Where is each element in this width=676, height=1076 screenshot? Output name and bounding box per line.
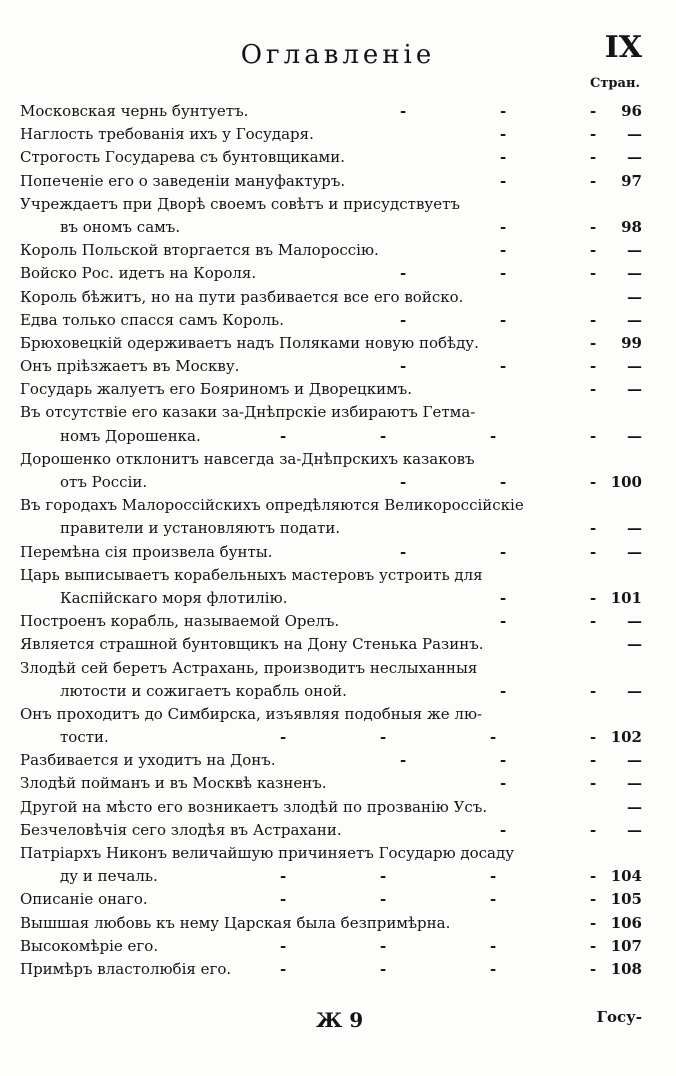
toc-entry-text: Злодѣй сей беретъ Астрахань, производитъ неслыханныя bbox=[20, 658, 478, 677]
toc-entry-page: — bbox=[627, 612, 642, 631]
leader-dash: - bbox=[590, 913, 597, 932]
leader-dash: - bbox=[500, 473, 507, 491]
toc-entry bbox=[20, 170, 642, 193]
leader-dash: - bbox=[500, 217, 507, 236]
toc-entry bbox=[20, 842, 642, 865]
toc-entry bbox=[20, 262, 642, 285]
toc-entry-page: — bbox=[627, 310, 642, 329]
leader-dash: - bbox=[590, 867, 597, 886]
toc-entry bbox=[20, 425, 642, 448]
toc-entry bbox=[20, 912, 642, 935]
leader-dash: - bbox=[280, 959, 287, 978]
toc-entry bbox=[20, 564, 642, 587]
toc-entry-text: Высокомѣріе его. bbox=[20, 936, 159, 955]
toc-entry-text: Злодѣй пойманъ и въ Москвѣ казненъ. bbox=[20, 774, 327, 793]
leader-dash: - bbox=[400, 751, 407, 770]
toc-entry-text: номъ Дорошенка. bbox=[60, 426, 201, 445]
toc-entry bbox=[20, 216, 642, 239]
toc-entry-page: — bbox=[627, 751, 642, 770]
leader-dash: - bbox=[590, 217, 597, 236]
toc-entry-text: Другой на мѣсто его возникаетъ злодѣй по прозванію Усъ. bbox=[20, 797, 488, 816]
toc-entry bbox=[20, 100, 642, 123]
leader-dash: - bbox=[590, 588, 597, 607]
leader-dash: - bbox=[590, 473, 597, 491]
leader-dash: - bbox=[500, 310, 507, 329]
leader-dash: - bbox=[400, 310, 407, 329]
toc-entry-text: Государь жалуетъ его Бояриномъ и Дворецкимъ. bbox=[20, 380, 413, 399]
leader-dash: - bbox=[380, 728, 387, 747]
leader-dash: - bbox=[590, 612, 597, 631]
toc-entry-page: 104 bbox=[610, 867, 642, 886]
toc-entry-text: Онъ пріѣзжаетъ въ Москву. bbox=[20, 357, 240, 376]
toc-entry-text: Перемѣна сія произвела бунты. bbox=[20, 542, 273, 561]
toc-entry bbox=[20, 772, 642, 795]
toc-entry bbox=[20, 726, 642, 749]
leader-dash: - bbox=[380, 890, 387, 909]
leader-dash: - bbox=[500, 357, 507, 376]
toc-entry-page: — bbox=[627, 125, 642, 144]
toc-entry-text: Наглость требованія ихъ у Государя. bbox=[20, 125, 314, 144]
toc-entry-text: лютости и сожигаетъ корабль оной. bbox=[60, 681, 347, 700]
leader-dash: - bbox=[490, 867, 497, 886]
leader-dash: - bbox=[500, 542, 507, 561]
leader-dash: - bbox=[500, 148, 507, 167]
toc-entry-text: Царь выписываетъ корабельныхъ мастеровъ устроить для bbox=[20, 565, 483, 584]
leader-dash: - bbox=[590, 125, 597, 144]
toc-entry-text: Попеченіе его о заведеніи мануфактуръ. bbox=[20, 171, 346, 190]
toc-entry-text: тости. bbox=[60, 728, 109, 747]
toc-entry-page: 100 bbox=[610, 473, 642, 491]
toc-entry-text: Разбивается и уходитъ на Донъ. bbox=[20, 751, 276, 770]
toc-entry bbox=[20, 332, 642, 355]
leader-dash: - bbox=[500, 171, 507, 190]
toc-entry bbox=[20, 193, 642, 216]
leader-dash: - bbox=[590, 519, 597, 538]
toc-entry bbox=[20, 749, 642, 772]
toc-entry bbox=[20, 657, 642, 680]
leader-dash: - bbox=[590, 542, 597, 561]
leader-dash: - bbox=[500, 612, 507, 631]
toc-entry bbox=[20, 958, 642, 981]
toc-entry bbox=[20, 448, 642, 471]
toc-entry-page: 96 bbox=[621, 102, 642, 120]
leader-dash: - bbox=[280, 426, 287, 445]
toc-entry-text: Учреждаетъ при Дворѣ своемъ совѣтъ и присудствуетъ bbox=[20, 194, 460, 213]
leader-dash: - bbox=[500, 264, 507, 283]
leader-dash: - bbox=[500, 125, 507, 144]
toc-entry-page: 107 bbox=[610, 936, 642, 955]
toc-entry-text: Брюховецкій одерживаетъ надъ Поляками новую побѣду. bbox=[20, 333, 479, 352]
toc-entry-page: — bbox=[627, 357, 642, 376]
toc-entry-page: 97 bbox=[621, 171, 642, 190]
leader-dash: - bbox=[500, 774, 507, 793]
page-column-label: Стран. bbox=[590, 76, 640, 91]
leader-dash: - bbox=[590, 357, 597, 376]
leader-dash: - bbox=[500, 751, 507, 770]
toc-entry-page: — bbox=[627, 264, 642, 283]
toc-entry-text: Патріархъ Никонъ величайшую причиняетъ Государю досаду bbox=[20, 844, 515, 862]
toc-entry bbox=[20, 286, 642, 309]
toc-entry-text: Войско Рос. идетъ на Короля. bbox=[20, 264, 257, 283]
toc-entry bbox=[20, 146, 642, 169]
leader-dash: - bbox=[400, 542, 407, 561]
toc-entry-page: — bbox=[627, 519, 642, 538]
leader-dash: - bbox=[590, 681, 597, 700]
toc-entry-text: Строгость Государева съ бунтовщиками. bbox=[20, 148, 345, 167]
toc-entry bbox=[20, 703, 642, 726]
toc-entry-page: — bbox=[627, 542, 642, 561]
leader-dash: - bbox=[380, 936, 387, 955]
leader-dash: - bbox=[400, 357, 407, 376]
leader-dash: - bbox=[490, 936, 497, 955]
leader-dash: - bbox=[590, 264, 597, 283]
toc-entry bbox=[20, 796, 642, 819]
leader-dash: - bbox=[590, 148, 597, 167]
leader-dash: - bbox=[400, 102, 407, 120]
leader-dash: - bbox=[490, 959, 497, 978]
leader-dash: - bbox=[380, 867, 387, 886]
leader-dash: - bbox=[590, 820, 597, 839]
leader-dash: - bbox=[590, 959, 597, 978]
toc-entry-page: — bbox=[627, 148, 642, 167]
toc-entry bbox=[20, 494, 642, 517]
leader-dash: - bbox=[590, 774, 597, 793]
toc-entry-page: 108 bbox=[610, 959, 642, 978]
leader-dash: - bbox=[280, 936, 287, 955]
toc-entry bbox=[20, 610, 642, 633]
toc-entry bbox=[20, 680, 642, 703]
toc-entry-page: — bbox=[627, 774, 642, 793]
leader-dash: - bbox=[280, 890, 287, 909]
leader-dash: - bbox=[500, 241, 507, 260]
toc-entry bbox=[20, 865, 642, 888]
toc-entry-page: — bbox=[627, 797, 642, 816]
toc-entry-page: — bbox=[627, 287, 642, 306]
toc-entry bbox=[20, 239, 642, 262]
leader-dash: - bbox=[490, 728, 497, 747]
leader-dash: - bbox=[590, 426, 597, 445]
toc-entry-text: Каспійскаго моря флотилію. bbox=[60, 588, 288, 607]
toc-entry bbox=[20, 541, 642, 564]
toc-entry-text: въ ономъ самъ. bbox=[60, 217, 181, 236]
toc-entry bbox=[20, 587, 642, 610]
toc-entry bbox=[20, 819, 642, 842]
toc-entry-page: — bbox=[627, 820, 642, 839]
toc-entry-text: Въ отсутствіе его казаки за-Днѣпрскіе избираютъ Гетма- bbox=[20, 403, 476, 422]
leader-dash: - bbox=[490, 890, 497, 909]
leader-dash: - bbox=[500, 588, 507, 607]
toc-entry-text: Описаніе онаго. bbox=[20, 890, 148, 909]
toc-entry-text: Примѣръ властолюбія его. bbox=[20, 959, 232, 978]
leader-dash: - bbox=[590, 751, 597, 770]
roman-page-number: IX bbox=[604, 30, 642, 65]
page-footer bbox=[0, 1008, 676, 1038]
toc-entry-text: Безчеловѣчія сего злодѣя въ Астрахани. bbox=[20, 820, 342, 839]
leader-dash: - bbox=[380, 426, 387, 445]
toc-entry-page: — bbox=[627, 635, 642, 654]
leader-dash: - bbox=[500, 820, 507, 839]
leader-dash: - bbox=[280, 728, 287, 747]
toc-entry bbox=[20, 378, 642, 401]
toc-entry-page: 101 bbox=[610, 588, 642, 607]
toc-entry-text: Король бѣжитъ, но на пути разбивается все его войско. bbox=[20, 287, 464, 306]
leader-dash: - bbox=[590, 728, 597, 747]
toc-entry bbox=[20, 888, 642, 911]
toc-entry-text: Построенъ корабль, называемой Орелъ. bbox=[20, 612, 340, 631]
toc-entry-text: ду и печаль. bbox=[60, 867, 158, 886]
toc-entry bbox=[20, 935, 642, 958]
leader-dash: - bbox=[590, 310, 597, 329]
leader-dash: - bbox=[590, 333, 597, 352]
leader-dash: - bbox=[590, 171, 597, 190]
page-title: Оглавленіе bbox=[240, 40, 436, 70]
leader-dash: - bbox=[500, 681, 507, 700]
toc-entry bbox=[20, 123, 642, 146]
leader-dash: - bbox=[280, 867, 287, 886]
toc-entry-text: Дорошенко отклонитъ навсегда за-Днѣпрскихъ казаковъ bbox=[20, 449, 475, 468]
toc-entry-page: — bbox=[627, 380, 642, 399]
leader-dash: - bbox=[400, 264, 407, 283]
catchword: Госу- bbox=[596, 1008, 642, 1026]
printer-signature-mark: Ж 9 bbox=[316, 1008, 364, 1032]
leader-dash: - bbox=[380, 959, 387, 978]
leader-dash: - bbox=[490, 426, 497, 445]
toc-entry-text: Онъ проходитъ до Симбирска, изъявляя подобныя же лю- bbox=[20, 704, 483, 723]
toc-entry-text: Московская чернь бунтуетъ. bbox=[20, 102, 249, 120]
toc-entry-page: 98 bbox=[621, 217, 642, 236]
toc-entry-page: 99 bbox=[621, 333, 642, 352]
toc-entry bbox=[20, 401, 642, 424]
toc-entry-page: — bbox=[627, 426, 642, 445]
toc-entry bbox=[20, 471, 642, 494]
toc-entry-page: 106 bbox=[610, 913, 642, 932]
leader-dash: - bbox=[590, 936, 597, 955]
toc-entry-page: 102 bbox=[610, 728, 642, 747]
toc-entry bbox=[20, 309, 642, 332]
toc-entry-page: — bbox=[627, 241, 642, 260]
toc-entry-page: — bbox=[627, 681, 642, 700]
toc-entry-text: Едва только спасся самъ Король. bbox=[20, 310, 284, 329]
leader-dash: - bbox=[590, 241, 597, 260]
toc-entry bbox=[20, 633, 642, 656]
toc-entry-text: Является страшной бунтовщикъ на Дону Стенька Разинъ. bbox=[20, 635, 484, 654]
leader-dash: - bbox=[590, 102, 597, 120]
toc-entry bbox=[20, 355, 642, 378]
toc-entry-text: правители и установляютъ подати. bbox=[60, 519, 341, 538]
toc-entry-page: 105 bbox=[610, 890, 642, 909]
toc-entry-text: Въ городахъ Малороссійскихъ опредѣляются Великороссійскіе bbox=[20, 496, 524, 515]
leader-dash: - bbox=[590, 890, 597, 909]
toc-entry bbox=[20, 517, 642, 540]
leader-dash: - bbox=[590, 380, 597, 399]
table-of-contents bbox=[20, 100, 642, 981]
toc-entry-text: Король Польской вторгается въ Малороссію. bbox=[20, 241, 379, 260]
leader-dash: - bbox=[400, 473, 407, 491]
toc-entry-text: отъ Россіи. bbox=[60, 473, 148, 491]
leader-dash: - bbox=[500, 102, 507, 120]
toc-entry-text: Вышшая любовь къ нему Царская была безпримѣрна. bbox=[20, 913, 451, 932]
